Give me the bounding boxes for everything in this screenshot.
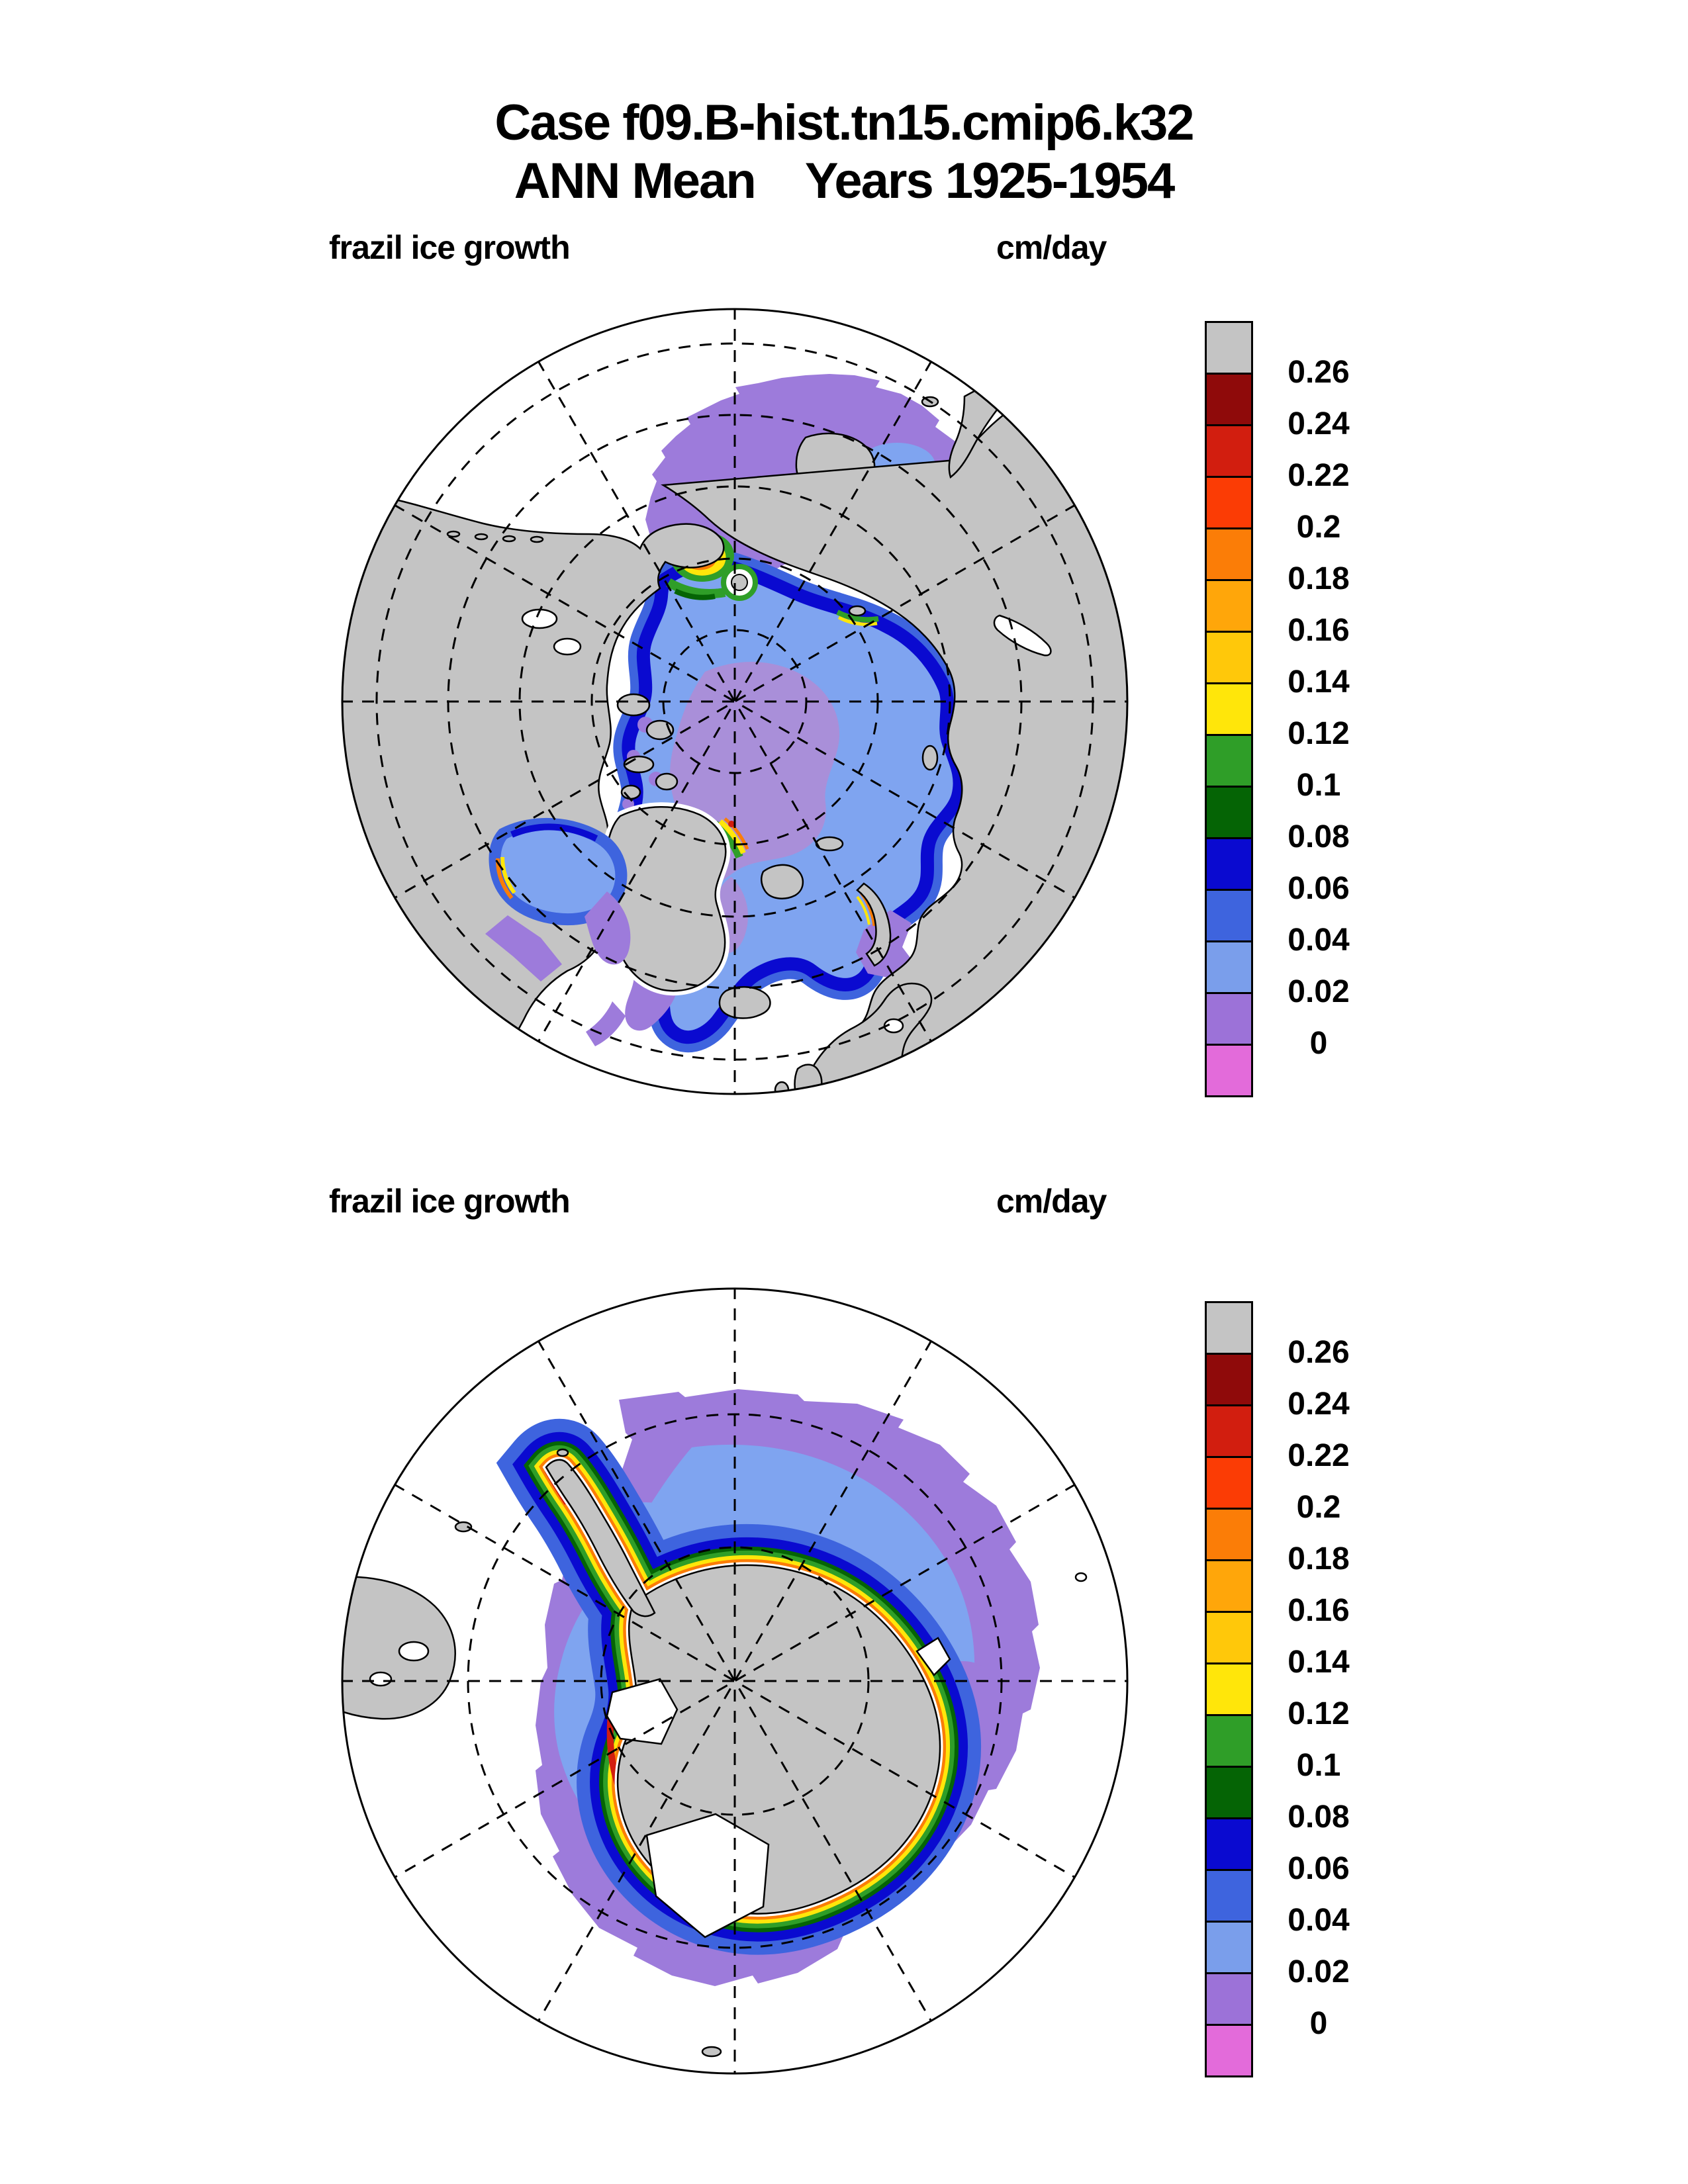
colorbar-tick-label: 0.02 bbox=[1288, 974, 1350, 1009]
colorbar-tick-label: 0.24 bbox=[1288, 406, 1350, 441]
colorbar-tick-label: 0.22 bbox=[1288, 458, 1350, 493]
panel1-units-label: cm/day bbox=[996, 229, 1107, 266]
franz-josef-land bbox=[816, 837, 843, 850]
colorbar-tick-label: 0 bbox=[1309, 1026, 1328, 1061]
colorbar-box bbox=[1205, 1869, 1253, 1923]
colorbar-box bbox=[1205, 682, 1253, 736]
aleutian-island bbox=[531, 537, 543, 542]
colorbar-box bbox=[1205, 786, 1253, 839]
colorbar-box bbox=[1205, 1353, 1253, 1406]
colorbar-tick-label: 0.12 bbox=[1288, 716, 1350, 751]
colorbar-box bbox=[1205, 1921, 1253, 1974]
st-lawrence-island-ring bbox=[724, 567, 755, 598]
case-title: Case f09.B-hist.tn15.cmip6.k32 bbox=[494, 95, 1194, 151]
colorbar-tick-label: 0.2 bbox=[1296, 510, 1341, 545]
new-zealand-islet bbox=[702, 2047, 721, 2056]
colorbar bbox=[1205, 321, 1377, 1155]
colorbar-tick-label: 0.1 bbox=[1296, 1748, 1341, 1783]
colorbar-box bbox=[1205, 1662, 1253, 1716]
colorbar-tick-label: 0.14 bbox=[1288, 1645, 1350, 1680]
colorbar-box bbox=[1205, 2024, 1253, 2077]
colorbar-box bbox=[1205, 527, 1253, 581]
colorbar-box bbox=[1205, 1817, 1253, 1871]
colorbar-box bbox=[1205, 889, 1253, 942]
arctic-map bbox=[334, 301, 1135, 1102]
colorbar-box bbox=[1205, 1714, 1253, 1768]
colorbar-tick-label: 0.26 bbox=[1288, 355, 1350, 390]
svalbard bbox=[761, 865, 803, 899]
panel2-units-label: cm/day bbox=[996, 1183, 1107, 1220]
iceland bbox=[720, 987, 771, 1018]
colorbar-tick-label: 0 bbox=[1309, 2006, 1328, 2041]
aleutian-island bbox=[475, 534, 487, 539]
colorbar-tick-label: 0.08 bbox=[1288, 819, 1350, 854]
colorbar-tick-label: 0.2 bbox=[1296, 1490, 1341, 1525]
colorbar-box bbox=[1205, 1456, 1253, 1510]
colorbar-tick-label: 0.08 bbox=[1288, 1799, 1350, 1835]
antarctic-map bbox=[334, 1281, 1135, 2081]
colorbar-tick-label: 0.22 bbox=[1288, 1438, 1350, 1473]
colorbar-box bbox=[1205, 992, 1253, 1046]
colorbar-box bbox=[1205, 476, 1253, 529]
colorbar-box bbox=[1205, 424, 1253, 478]
colorbar-tick-label: 0.16 bbox=[1288, 1593, 1350, 1628]
colorbar-box bbox=[1205, 1766, 1253, 1819]
severnaya-zemlya bbox=[923, 746, 937, 770]
colorbar-box bbox=[1205, 940, 1253, 994]
colorbar-tick-label: 0.14 bbox=[1288, 664, 1350, 700]
colorbar-box bbox=[1205, 1508, 1253, 1561]
colorbar-box bbox=[1205, 837, 1253, 891]
colorbar-box bbox=[1205, 321, 1253, 375]
colorbar-tick-label: 0.04 bbox=[1288, 1903, 1350, 1938]
colorbar-tick-label: 0.26 bbox=[1288, 1335, 1350, 1370]
colorbar-box bbox=[1205, 1301, 1253, 1355]
colorbar-box bbox=[1205, 579, 1253, 633]
arctic-map-panel bbox=[334, 301, 1135, 1102]
colorbar-box bbox=[1205, 1044, 1253, 1097]
great-britain bbox=[795, 1065, 822, 1101]
colorbar-tick-label: 0.16 bbox=[1288, 613, 1350, 648]
colorbar-tick-label: 0.18 bbox=[1288, 561, 1350, 596]
south-orkney-islet bbox=[557, 1449, 568, 1456]
colorbar-tick-label: 0.02 bbox=[1288, 1954, 1350, 1989]
patagonia-white-patch bbox=[399, 1642, 428, 1661]
colorbar-box bbox=[1205, 373, 1253, 426]
mean-years-title: ANN Mean Years 1925-1954 bbox=[514, 153, 1174, 209]
great-slave-lake bbox=[554, 639, 581, 655]
colorbar-box bbox=[1205, 1972, 1253, 2026]
colorbar-tick-label: 0.1 bbox=[1296, 768, 1341, 803]
new-siberian-island bbox=[849, 606, 865, 615]
colorbar-box bbox=[1205, 1611, 1253, 1664]
colorbar-tick-label: 0.24 bbox=[1288, 1387, 1350, 1422]
colorbar-box bbox=[1205, 631, 1253, 684]
aleutian-island bbox=[503, 536, 515, 541]
panel1-variable-label: frazil ice growth bbox=[329, 229, 570, 266]
colorbar-tick-label: 0.06 bbox=[1288, 871, 1350, 906]
panel2-variable-label: frazil ice growth bbox=[329, 1183, 570, 1220]
tasmania-islet bbox=[1076, 1573, 1086, 1581]
colorbar bbox=[1205, 1301, 1377, 2135]
antarctic-map-panel bbox=[334, 1281, 1135, 2081]
colorbar-tick-label: 0.12 bbox=[1288, 1696, 1350, 1731]
patagonia-white-patch-small bbox=[370, 1672, 391, 1686]
colorbar-box bbox=[1205, 1559, 1253, 1613]
colorbar-tick-label: 0.04 bbox=[1288, 923, 1350, 958]
colorbar-box bbox=[1205, 734, 1253, 788]
colorbar-tick-label: 0.18 bbox=[1288, 1541, 1350, 1576]
colorbar-box bbox=[1205, 1404, 1253, 1458]
colorbar-tick-label: 0.06 bbox=[1288, 1851, 1350, 1886]
